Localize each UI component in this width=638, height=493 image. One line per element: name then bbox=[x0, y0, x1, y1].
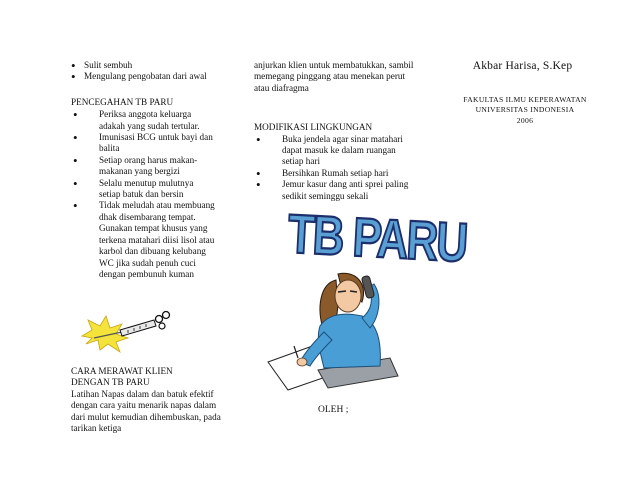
care-heading-line2: DENGAN TB PARU bbox=[71, 377, 150, 388]
list-item: • Bersihkan Rumah setiap hari bbox=[254, 168, 414, 179]
environment-heading: MODIFIKASI LINGKUNGAN bbox=[254, 122, 373, 133]
syringe-clipart bbox=[76, 306, 176, 352]
continued-text: anjurkan klien untuk membatukkan, sambil memegang pinggang atau menekan perut atau diafragma bbox=[254, 60, 414, 93]
list-item: • Setiap orang harus makan-makanan yang bergizi bbox=[71, 155, 217, 178]
list-item: • Sulit sembuh bbox=[69, 60, 217, 71]
author-name: Akbar Harisa, S.Kep bbox=[472, 60, 573, 72]
list-item: • Periksa anggota keluarga adakah yang sudah tertular. bbox=[71, 109, 217, 132]
care-section bbox=[71, 366, 223, 434]
prevention-heading: PENCEGAHAN TB PARU bbox=[71, 96, 174, 107]
tb-paru-wordart bbox=[284, 202, 468, 274]
top-bullet-list bbox=[69, 60, 217, 83]
faculty-line1: FAKULTAS ILMU KEPERAWATAN bbox=[463, 95, 587, 104]
prevention-list bbox=[71, 109, 217, 280]
wordart-text: TB PARU bbox=[286, 202, 468, 274]
woman-on-phone-clipart bbox=[258, 262, 408, 392]
column-2 bbox=[254, 60, 414, 202]
list-item: • Mengulang pengobatan dari awal bbox=[69, 71, 217, 82]
care-text: Latihan Napas dalam dan batuk efektif dengan cara yaitu menarik napas dalam dari mulut kemudian dihembuskan, pada tarikan ketiga bbox=[71, 388, 221, 434]
column-1 bbox=[71, 60, 217, 280]
environment-list bbox=[254, 134, 414, 202]
list-item: • Buka jendela agar sinar matahari dapat masuk ke dalam ruangan setiap hari bbox=[254, 134, 414, 168]
list-item: • Selalu menutup mulutnya setiap batuk dan bersin bbox=[71, 178, 217, 201]
oleh-label: OLEH ; bbox=[318, 405, 349, 415]
list-item: • Tidak meludah atau membuang dhak disembarang tempat. Gunakan tempat khusus yang terkena matahari diisi lisol atau karbol dan dibuang kelubang WC jika sudah penuh cuci dengan pembunuh kuman bbox=[71, 200, 217, 280]
year-label: 2006 bbox=[516, 115, 534, 125]
faculty-block bbox=[430, 95, 620, 126]
care-heading-line1: CARA MERAWAT KLIEN bbox=[71, 366, 173, 376]
faculty-line2: UNIVERSITAS INDONESIA bbox=[475, 105, 575, 115]
list-item: • Imunisasi BCG untuk bayi dan balita bbox=[71, 132, 217, 155]
list-item: • Jemur kasur dang anti sprei paling sedikit seminggu sekali bbox=[254, 179, 414, 202]
